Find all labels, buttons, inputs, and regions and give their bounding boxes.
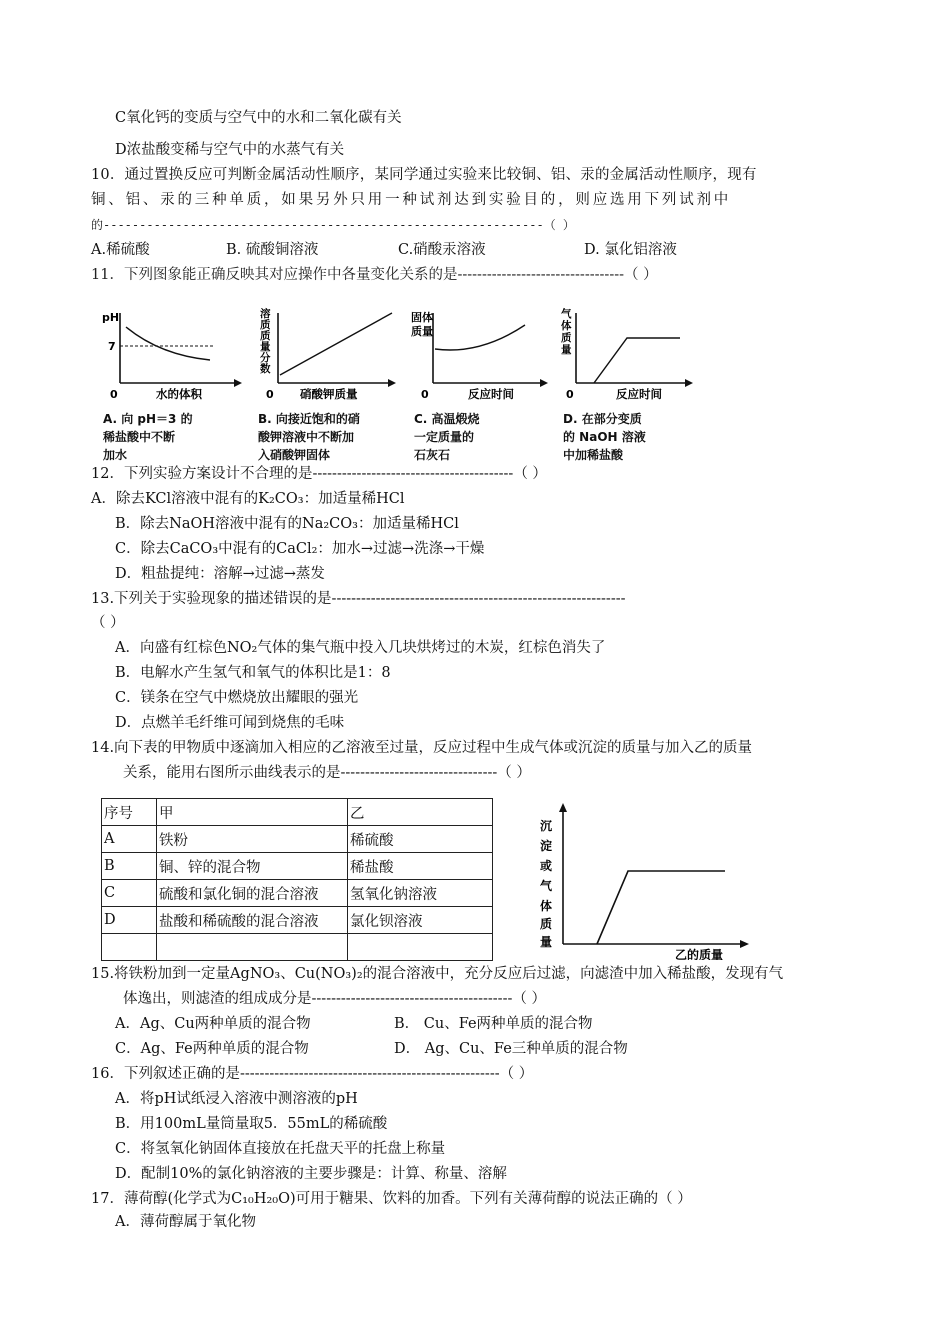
q14-graph-ylabel-5: 体 <box>540 899 553 913</box>
graph-c-ylabel-1: 固 <box>411 311 422 324</box>
table-row <box>102 934 493 961</box>
q17-option-a: A．薄荷醇属于氧化物 <box>115 1214 256 1230</box>
table-row <box>102 880 493 907</box>
table-cell: D <box>102 907 157 934</box>
graph-b-curve <box>280 313 392 375</box>
q10-stem-line3: 的-------------------------------------------------------------（ ） <box>91 218 575 232</box>
graph-a-origin: 0 <box>110 388 118 401</box>
graph-a-caption <box>103 410 193 464</box>
q13-paren: （ ） <box>91 615 125 631</box>
table-cell: A <box>102 826 157 853</box>
table-row <box>102 853 493 880</box>
q14-stem-line2: 关系，能用右图所示曲线表示的是--------------------------------（ ） <box>123 765 531 781</box>
q13-option-d: D．点燃羊毛纤维可闻到烧焦的毛味 <box>115 715 345 731</box>
q13-option-c: C．镁条在空气中燃烧放出耀眼的强光 <box>115 690 359 706</box>
q14-graph-curve <box>597 871 725 944</box>
q15-stem-line2: 体逸出，则滤渣的组成成分是-----------------------------------------（ ） <box>123 991 546 1007</box>
q14-graph-ylabel-3: 或 <box>540 859 553 873</box>
graph-c-ylabel-3: 质 <box>411 325 422 338</box>
graph-a-curve <box>126 327 210 360</box>
graph-b-caption-1: B. 向接近饱和的硝 <box>258 412 360 426</box>
graph-b-ylabel-3: 质 <box>260 330 271 342</box>
graph-a-caption-3: 加水 <box>103 448 128 462</box>
graph-a-caption-1: A. 向 pH＝3 的 <box>103 412 193 426</box>
q14-graph-x-arrow <box>740 940 749 948</box>
q16-stem: 16．下列叙述正确的是-----------------------------------------------------（ ） <box>91 1066 534 1082</box>
graph-b-x-arrow <box>388 379 396 387</box>
q14-graph <box>535 800 755 960</box>
graph-b-ylabel-4: 量 <box>260 341 271 353</box>
q11-graphs <box>100 305 700 405</box>
q14-graph-ylabel-4: 气 <box>540 879 553 893</box>
q12-stem: 12．下列实验方案设计不合理的是-----------------------------------------（ ） <box>91 466 547 482</box>
q14-graph-xlabel: 乙的质量 <box>675 948 724 960</box>
table-cell: 铁粉 <box>157 826 348 853</box>
graph-b-xlabel: 硝酸钾质量 <box>300 387 358 401</box>
q12-option-a: A．除去KCl溶液中混有的K₂CO₃：加适量稀HCl <box>91 491 405 507</box>
graph-d-caption <box>563 410 646 464</box>
graph-c-caption-1: C. 高温煅烧 <box>414 412 480 426</box>
q11-stem <box>91 265 658 285</box>
table-cell: 稀硫酸 <box>348 826 493 853</box>
q15-option-d: D． Ag、Cu、Fe三种单质的混合物 <box>394 1041 628 1057</box>
graph-b-ylabel-1: 溶 <box>260 308 271 320</box>
table-header-cell: 序号 <box>102 799 157 826</box>
q15-option-c: C．Ag、Fe两种单质的混合物 <box>115 1041 309 1057</box>
q14-graph-ylabel <box>540 818 556 949</box>
q17-stem: 17．薄荷醇(化学式为C₁₀H₂₀O)可用于糖果、饮料的加香。下列有关薄荷醇的说法正确的（ ） <box>91 1191 692 1207</box>
q10-stem-line2: 铜、铝、汞的三种单质，如果另外只用一种试剂达到实验目的，则应选用下列试剂中 <box>91 192 732 208</box>
q10-stem-line1: 10．通过置换反应可判断金属活动性顺序，某同学通过实验来比较铜、铝、汞的金属活动性顺序，现有 <box>91 167 757 183</box>
graph-a-caption-2: 稀盐酸中不断 <box>103 430 176 444</box>
table-cell: B <box>102 853 157 880</box>
table-cell: 硫酸和氯化铜的混合溶液 <box>157 880 348 907</box>
table-cell: 铜、锌的混合物 <box>157 853 348 880</box>
table-header-cell: 甲 <box>157 799 348 826</box>
graph-b-ylabel-2: 质 <box>260 319 271 331</box>
table-header-row <box>102 799 493 826</box>
graph-a-tick7: 7 <box>108 340 116 353</box>
graph-b-ylabel-6: 数 <box>260 363 271 375</box>
q14-graph-y-arrow <box>559 803 567 812</box>
q14-graph-ylabel-6: 质 <box>540 917 553 931</box>
q14-stem-line1: 14.向下表的甲物质中逐滴加入相应的乙溶液至过量，反应过程中生成气体或沉淀的质量与加入乙的质量 <box>91 740 753 756</box>
graph-d-ylabel-4: 量 <box>561 344 572 356</box>
table-cell: 氯化钡溶液 <box>348 907 493 934</box>
graph-d-ylabel-2: 体 <box>561 320 572 332</box>
graph-d-caption-1: D. 在部分变质 <box>563 412 642 426</box>
table-row <box>102 826 493 853</box>
q12-option-d: D．粗盐提纯：溶解→过滤→蒸发 <box>115 566 325 582</box>
q13-option-a: A．向盛有红棕色NO₂气体的集气瓶中投入几块烘烤过的木炭，红棕色消失了 <box>115 640 606 656</box>
q14-table <box>101 798 493 961</box>
graph-b-caption-2: 酸钾溶液中不断加 <box>258 430 355 444</box>
table-header-cell: 乙 <box>348 799 493 826</box>
graph-c <box>411 310 548 401</box>
table-cell <box>157 934 348 961</box>
graph-d-ylabel <box>561 307 575 356</box>
table-cell <box>102 934 157 961</box>
graph-c-origin: 0 <box>421 388 429 401</box>
graph-c-ylabel-4: 量 <box>422 325 433 338</box>
graph-a-x-arrow <box>234 379 242 387</box>
graph-c-caption-3: 石灰石 <box>414 448 451 462</box>
q15-option-a: A．Ag、Cu两种单质的混合物 <box>115 1016 311 1032</box>
q14-graph-ylabel-1: 沉 <box>540 819 553 833</box>
graph-c-x-arrow <box>540 379 548 387</box>
graph-a <box>102 311 242 401</box>
q15-option-b: B． Cu、Fe两种单质的混合物 <box>394 1016 593 1032</box>
q10-option-a: A.稀硫酸 <box>91 242 150 258</box>
q10-option-d: D. 氯化铝溶液 <box>584 242 677 258</box>
q16-option-b: B．用100mL量筒量取5．55mL的稀硫酸 <box>115 1116 388 1132</box>
graph-b-caption-3: 入硝酸钾固体 <box>258 448 331 462</box>
graph-c-ylabel-2: 体 <box>422 311 433 324</box>
q16-option-c: C．将氢氧化钠固体直接放在托盘天平的托盘上称量 <box>115 1141 446 1157</box>
q9-option-c: C氧化钙的变质与空气中的水和二氧化碳有关 <box>115 110 402 126</box>
graph-d-caption-2: 的 NaOH 溶液 <box>563 430 646 444</box>
q13-option-b: B．电解水产生氢气和氧气的体积比是1：8 <box>115 665 391 681</box>
q13-stem: 13.下列关于实验现象的描述错误的是------------------------------------------------------------ <box>91 591 626 607</box>
graph-b-ylabel-5: 分 <box>260 352 271 364</box>
graph-d-ylabel-1: 气 <box>561 308 572 320</box>
graph-b-caption <box>258 410 360 464</box>
table-cell: 氢氧化钠溶液 <box>348 880 493 907</box>
q9-option-d: D浓盐酸变稀与空气中的水蒸气有关 <box>115 142 345 158</box>
graph-d-curve <box>594 338 680 383</box>
q12-option-c: C．除去CaCO₃中混有的CaCl₂：加水→过滤→洗涤→干燥 <box>115 541 485 557</box>
graph-d-origin: 0 <box>566 388 574 401</box>
q11-graphs-svg <box>100 305 700 405</box>
table-row <box>102 907 493 934</box>
graph-d-xlabel: 反应时间 <box>616 387 662 401</box>
graph-b-ylabel <box>259 307 274 375</box>
graph-b-origin: 0 <box>266 388 274 401</box>
table-cell <box>348 934 493 961</box>
graph-a-xlabel: 水的体积 <box>156 387 202 401</box>
table-cell: 盐酸和稀硫酸的混合溶液 <box>157 907 348 934</box>
graph-d <box>561 307 693 401</box>
graph-a-ylabel: pH <box>102 311 120 324</box>
table-cell: C <box>102 880 157 907</box>
graph-c-xlabel: 反应时间 <box>468 387 514 401</box>
table-cell: 稀盐酸 <box>348 853 493 880</box>
q10-option-c: C.硝酸汞溶液 <box>398 242 486 258</box>
graph-c-curve <box>435 325 525 350</box>
graph-d-caption-3: 中加稀盐酸 <box>563 448 624 462</box>
q12-option-b: B．除去NaOH溶液中混有的Na₂CO₃：加适量稀HCl <box>115 516 459 532</box>
q16-option-a: A．将pH试纸浸入溶液中测溶液的pH <box>115 1091 358 1107</box>
q14-graph-svg <box>535 800 755 960</box>
graph-d-ylabel-3: 质 <box>561 332 572 344</box>
q16-option-d: D．配制10%的氯化钠溶液的主要步骤是：计算、称量、溶解 <box>115 1166 507 1182</box>
q15-stem-line1: 15.将铁粉加到一定量AgNO₃、Cu(NO₃)₂的混合溶液中，充分反应后过滤，向滤渣中加入稀盐酸，发现有气 <box>91 966 784 982</box>
graph-d-x-arrow <box>685 379 693 387</box>
q10-option-b: B. 硫酸铜溶液 <box>226 242 319 258</box>
graph-b <box>259 307 396 401</box>
q14-graph-ylabel-7: 量 <box>540 935 553 949</box>
q14-graph-ylabel-2: 淀 <box>540 839 553 853</box>
graph-c-caption-2: 一定质量的 <box>414 430 475 444</box>
q11-stem-text: 11．下列图象能正确反映其对应操作中各量变化关系的是----------------------------------（ ） <box>91 267 658 283</box>
graph-c-caption <box>414 410 480 464</box>
